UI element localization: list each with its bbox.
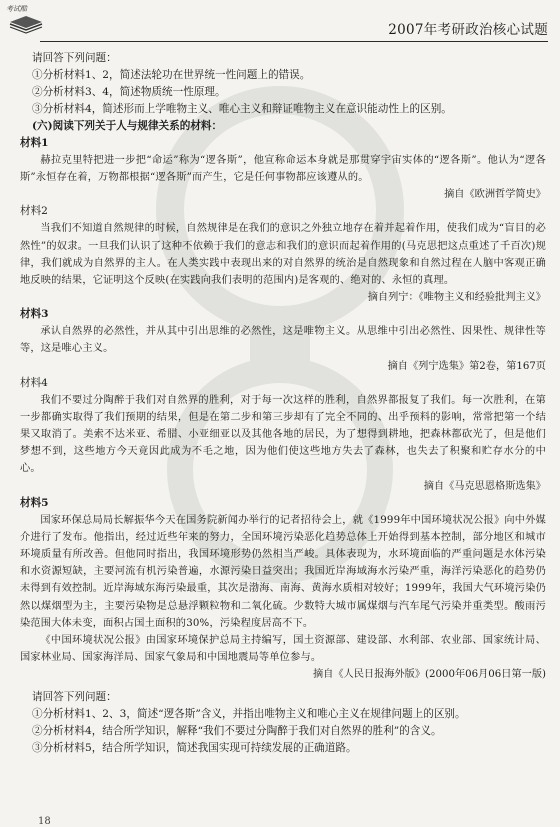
question-item: ②分析材料3、4，简述物质统一性原理。 bbox=[32, 86, 226, 98]
question-item: ③分析材料5，结合所学知识，简述我国实现可持续发展的正确道路。 bbox=[32, 742, 357, 755]
publisher-logo bbox=[6, 4, 46, 34]
material-label: 材料3 bbox=[20, 308, 49, 321]
page-title: 2007年考研政治核心试题 bbox=[388, 22, 548, 38]
material-text-continued: 《中国环境状况公报》由国家环境保护总局主持编写，国土资源部、建设部、水利部、农业部、国家统计局、国家林业局、国家海洋局、国家气象局和中国地震局等单位参与。 bbox=[20, 635, 546, 664]
questions-prompt: 请回答下列问题： bbox=[32, 691, 117, 704]
section-title: (六)阅读下列关于人与规律关系的材料： bbox=[32, 120, 223, 132]
material-text: 赫拉克里特把进一步把“命运”称为“逻各斯”，他宣称命运本身就是那贯穿宇宙实体的“逻各斯”。他认为“逻各斯”永恒存在着，万物都根据“逻各斯”而产生，它是任何事物都应该遵从的。 bbox=[20, 155, 546, 184]
material-source: 摘自列宁：《唯物主义和经验批判主义》 bbox=[367, 292, 546, 304]
material-label: 材料1 bbox=[20, 137, 49, 149]
material-text: 国家环保总局局长解振华今天在国务院新闻办举行的记者招待会上，就《1999年中国环境状况公报》向中外媒介进行了发布。他指出，经过近些年来的努力，全国环境污染恶化趋势总体上开始得到基本控制，部分地区和城市环境质量有所改善。但他同时指出，我国环境形势仍然相当严峻。具体表现为，水环境面临的严重问题是水体污染和水资源短缺，主要河流有机污染普遍，水源污染日益突出；我国近岸海域海水污染严重，海洋污染恶化的趋势仍未得到有效控制。近岸海域东海污染最重，其次是渤海、南海、黄海水质相对较好；1999年，我国大气环境污染仍然以煤烟型为主，主要污染物是总悬浮颗粒物和二氧化硫。少数特大城市属煤烟与汽车尾气污染并重类型。酸雨污染范围大体未变，面积占国土面积的30%，污染程度居高不下。 bbox=[20, 514, 546, 629]
questions-prompt: 请回答下列问题： bbox=[32, 52, 117, 64]
material-label: 材料5 bbox=[20, 496, 49, 509]
material-source: 摘自《马克思恩格斯选集》 bbox=[423, 480, 546, 492]
question-item: ③分析材料4，简述形而上学唯物主义、唯心主义和辩证唯物主义在意识能动性上的区别。 bbox=[32, 103, 452, 115]
page-content bbox=[20, 50, 546, 757]
page-number: 18 bbox=[38, 816, 51, 827]
material-label: 材料4 bbox=[20, 376, 48, 389]
header-divider bbox=[40, 41, 548, 42]
material-source: 摘自《人民日报海外版》(2000年06月06日第一版) bbox=[313, 669, 546, 681]
question-item: ①分析材料1、2，简述法轮功在世界统一性问题上的错误。 bbox=[32, 69, 311, 81]
material-source: 摘自《列宁选集》第2卷，第167页 bbox=[387, 360, 546, 372]
question-item: ①分析材料1、2、3，简述“逻各斯”含义，并指出唯物主义和唯心主义在规律问题上的区别。 bbox=[32, 708, 466, 721]
logo-text: 考试酷 bbox=[6, 5, 27, 13]
material-text: 我们不要过分陶醉于我们对自然界的胜利，对于每一次这样的胜利，自然界都报复了我们。每一次胜利，在第一步都确实取得了我们预期的结果，但是在第二步和第三步却有了完全不同的、出乎预料的影响，常常把第一个结果又取消了。美索不达米亚、希腊、小亚细亚以及其他各地的居民，为了想得到耕地，把森林都砍光了，但是他们梦想不到，这些地方今天竟因此成为不毛之地，因为他们使这些地方失去了森林，也失去了积聚和贮存水分的中心。 bbox=[20, 394, 546, 475]
material-source: 摘自《欧洲哲学简史》 bbox=[444, 189, 546, 201]
material-text: 当我们不知道自然规律的时候，自然规律是在我们的意识之外独立地存在着并起着作用，使我们成为“盲目的必然性”的奴隶。一旦我们认识了这种不依赖于我们的意志和我们的意识而起着作用的(马克思把这点重述了千百次)规律，我们就成为自然界的主人。在人类实践中表现出来的对自然界的统治是自然现象和自然过程在人脑中客观正确地反映的结果，它证明这个反映(在实践向我们表明的范围内)是客观的、绝对的、永恒的真理。 bbox=[20, 223, 546, 287]
page-header bbox=[0, 0, 560, 44]
material-text: 承认自然界的必然性，并从其中引出思维的必然性，这是唯物主义。从思维中引出必然性、因果性、规律性等等，这是唯心主义。 bbox=[20, 326, 546, 355]
material-label: 材料2 bbox=[20, 205, 48, 218]
question-item: ②分析材料4，结合所学知识，解释“我们不要过分陶醉于我们对自然界的胜利”的含义。 bbox=[32, 725, 442, 738]
